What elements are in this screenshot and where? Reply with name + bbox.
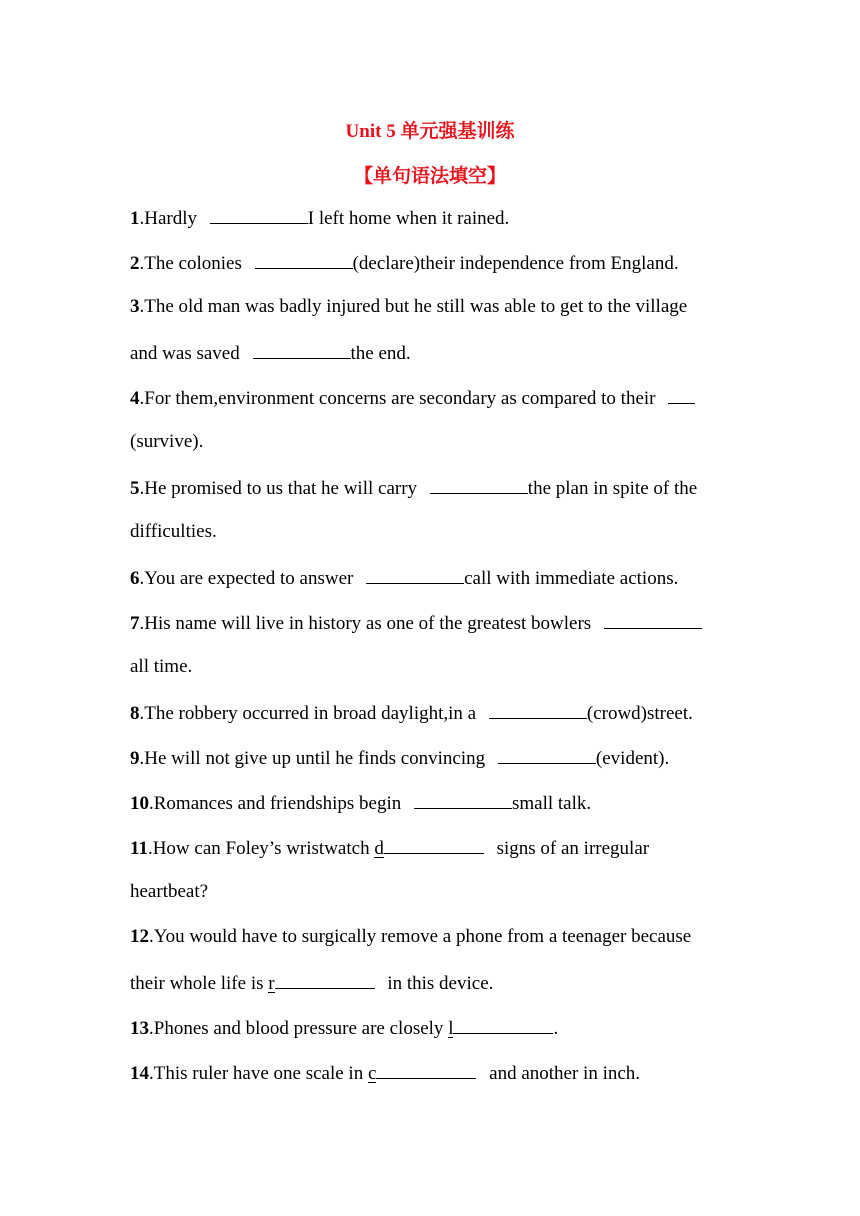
- question-7-continued: [130, 656, 192, 678]
- question-10: [130, 791, 591, 815]
- question-4: [130, 386, 695, 410]
- question-text: .This ruler have one scale in: [149, 1063, 368, 1084]
- initial-letter-hint: r: [268, 973, 275, 994]
- question-9: [130, 746, 669, 770]
- answer-blank: [604, 611, 702, 629]
- question-text: .The colonies: [139, 253, 247, 274]
- answer-blank: [253, 341, 351, 359]
- question-text: .He promised to us that he will carry: [139, 478, 422, 499]
- question-text: difficulties.: [130, 521, 217, 542]
- question-text: .For them,environment concerns are secondary as compared to their: [139, 388, 661, 409]
- question-number: 8: [130, 703, 140, 724]
- question-number: 7: [130, 613, 140, 634]
- question-text: and was saved: [130, 343, 245, 364]
- question-text: all time.: [130, 656, 193, 677]
- question-text: .Hardly: [139, 208, 202, 229]
- question-text: .The old man was badly injured but he still was able to get to the village: [139, 296, 688, 317]
- question-text: their whole life is: [130, 973, 269, 994]
- question-text: .The robbery occurred in broad daylight,in a: [139, 703, 481, 724]
- question-8: [130, 701, 693, 725]
- question-number: 5: [130, 478, 140, 499]
- page-title: Unit 5 单元强基训练: [345, 121, 515, 142]
- question-text: .You would have to surgically remove a phone from a teenager because: [149, 926, 692, 947]
- question-text: .: [553, 1018, 559, 1039]
- question-4-continued: [130, 431, 203, 453]
- question-number: 6: [130, 568, 140, 589]
- answer-blank: [275, 971, 375, 989]
- question-text: .His name will live in history as one of the greatest bowlers: [139, 613, 596, 634]
- question-5: [130, 476, 697, 500]
- question-text: (crowd)street.: [586, 703, 693, 724]
- question-text: (declare)their independence from England.: [352, 253, 679, 274]
- question-12: [130, 926, 691, 948]
- question-6: [130, 566, 678, 590]
- question-3-continued: [130, 341, 411, 365]
- answer-blank: [384, 836, 484, 854]
- question-number: 3: [130, 296, 140, 317]
- question-text: in this device.: [382, 973, 494, 994]
- initial-letter-hint: c: [367, 1063, 377, 1084]
- initial-letter-hint: l: [448, 1018, 454, 1039]
- question-text: .How can Foley’s wristwatch: [147, 838, 375, 859]
- question-text: heartbeat?: [130, 881, 209, 902]
- question-text: (evident).: [595, 748, 670, 769]
- question-text: small talk.: [511, 793, 592, 814]
- question-number: 4: [130, 388, 140, 409]
- question-number: 11: [130, 838, 148, 859]
- question-12-continued: [130, 971, 493, 995]
- question-text: call with immediate actions.: [464, 568, 679, 589]
- question-text: and another in inch.: [484, 1063, 641, 1084]
- question-text: (survive).: [130, 431, 204, 452]
- question-13: [130, 1016, 558, 1040]
- question-text: .Romances and friendships begin: [149, 793, 406, 814]
- question-number: 10: [130, 793, 149, 814]
- answer-blank: [366, 566, 464, 584]
- answer-blank: [498, 746, 596, 764]
- question-number: 13: [130, 1018, 149, 1039]
- answer-blank: [489, 701, 587, 719]
- question-text: .He will not give up until he finds convincing: [139, 748, 490, 769]
- answer-blank: [210, 206, 308, 224]
- question-5-continued: [130, 521, 217, 543]
- question-number: 2: [130, 253, 140, 274]
- question-11-continued: [130, 881, 208, 903]
- answer-blank: [430, 476, 528, 494]
- answer-blank: [376, 1061, 476, 1079]
- answer-blank: [668, 386, 695, 404]
- answer-blank: [453, 1016, 553, 1034]
- question-11: [130, 836, 649, 860]
- answer-blank: [414, 791, 512, 809]
- question-number: 1: [130, 208, 140, 229]
- question-number: 9: [130, 748, 140, 769]
- answer-blank: [255, 251, 353, 269]
- question-number: 14: [130, 1063, 149, 1084]
- initial-letter-hint: d: [374, 838, 384, 859]
- question-text: I left home when it rained.: [307, 208, 510, 229]
- question-text: .Phones and blood pressure are closely: [149, 1018, 449, 1039]
- question-text: the plan in spite of the: [527, 478, 698, 499]
- question-number: 12: [130, 926, 149, 947]
- question-14: [130, 1061, 640, 1085]
- question-7: [130, 611, 702, 635]
- question-2: [130, 251, 679, 275]
- question-text: signs of an irregular: [491, 838, 650, 859]
- question-text: the end.: [350, 343, 411, 364]
- question-1: [130, 206, 509, 230]
- question-text: .You are expected to answer: [139, 568, 359, 589]
- question-3: [130, 296, 687, 318]
- section-heading: 【单句语法填空】: [353, 166, 506, 187]
